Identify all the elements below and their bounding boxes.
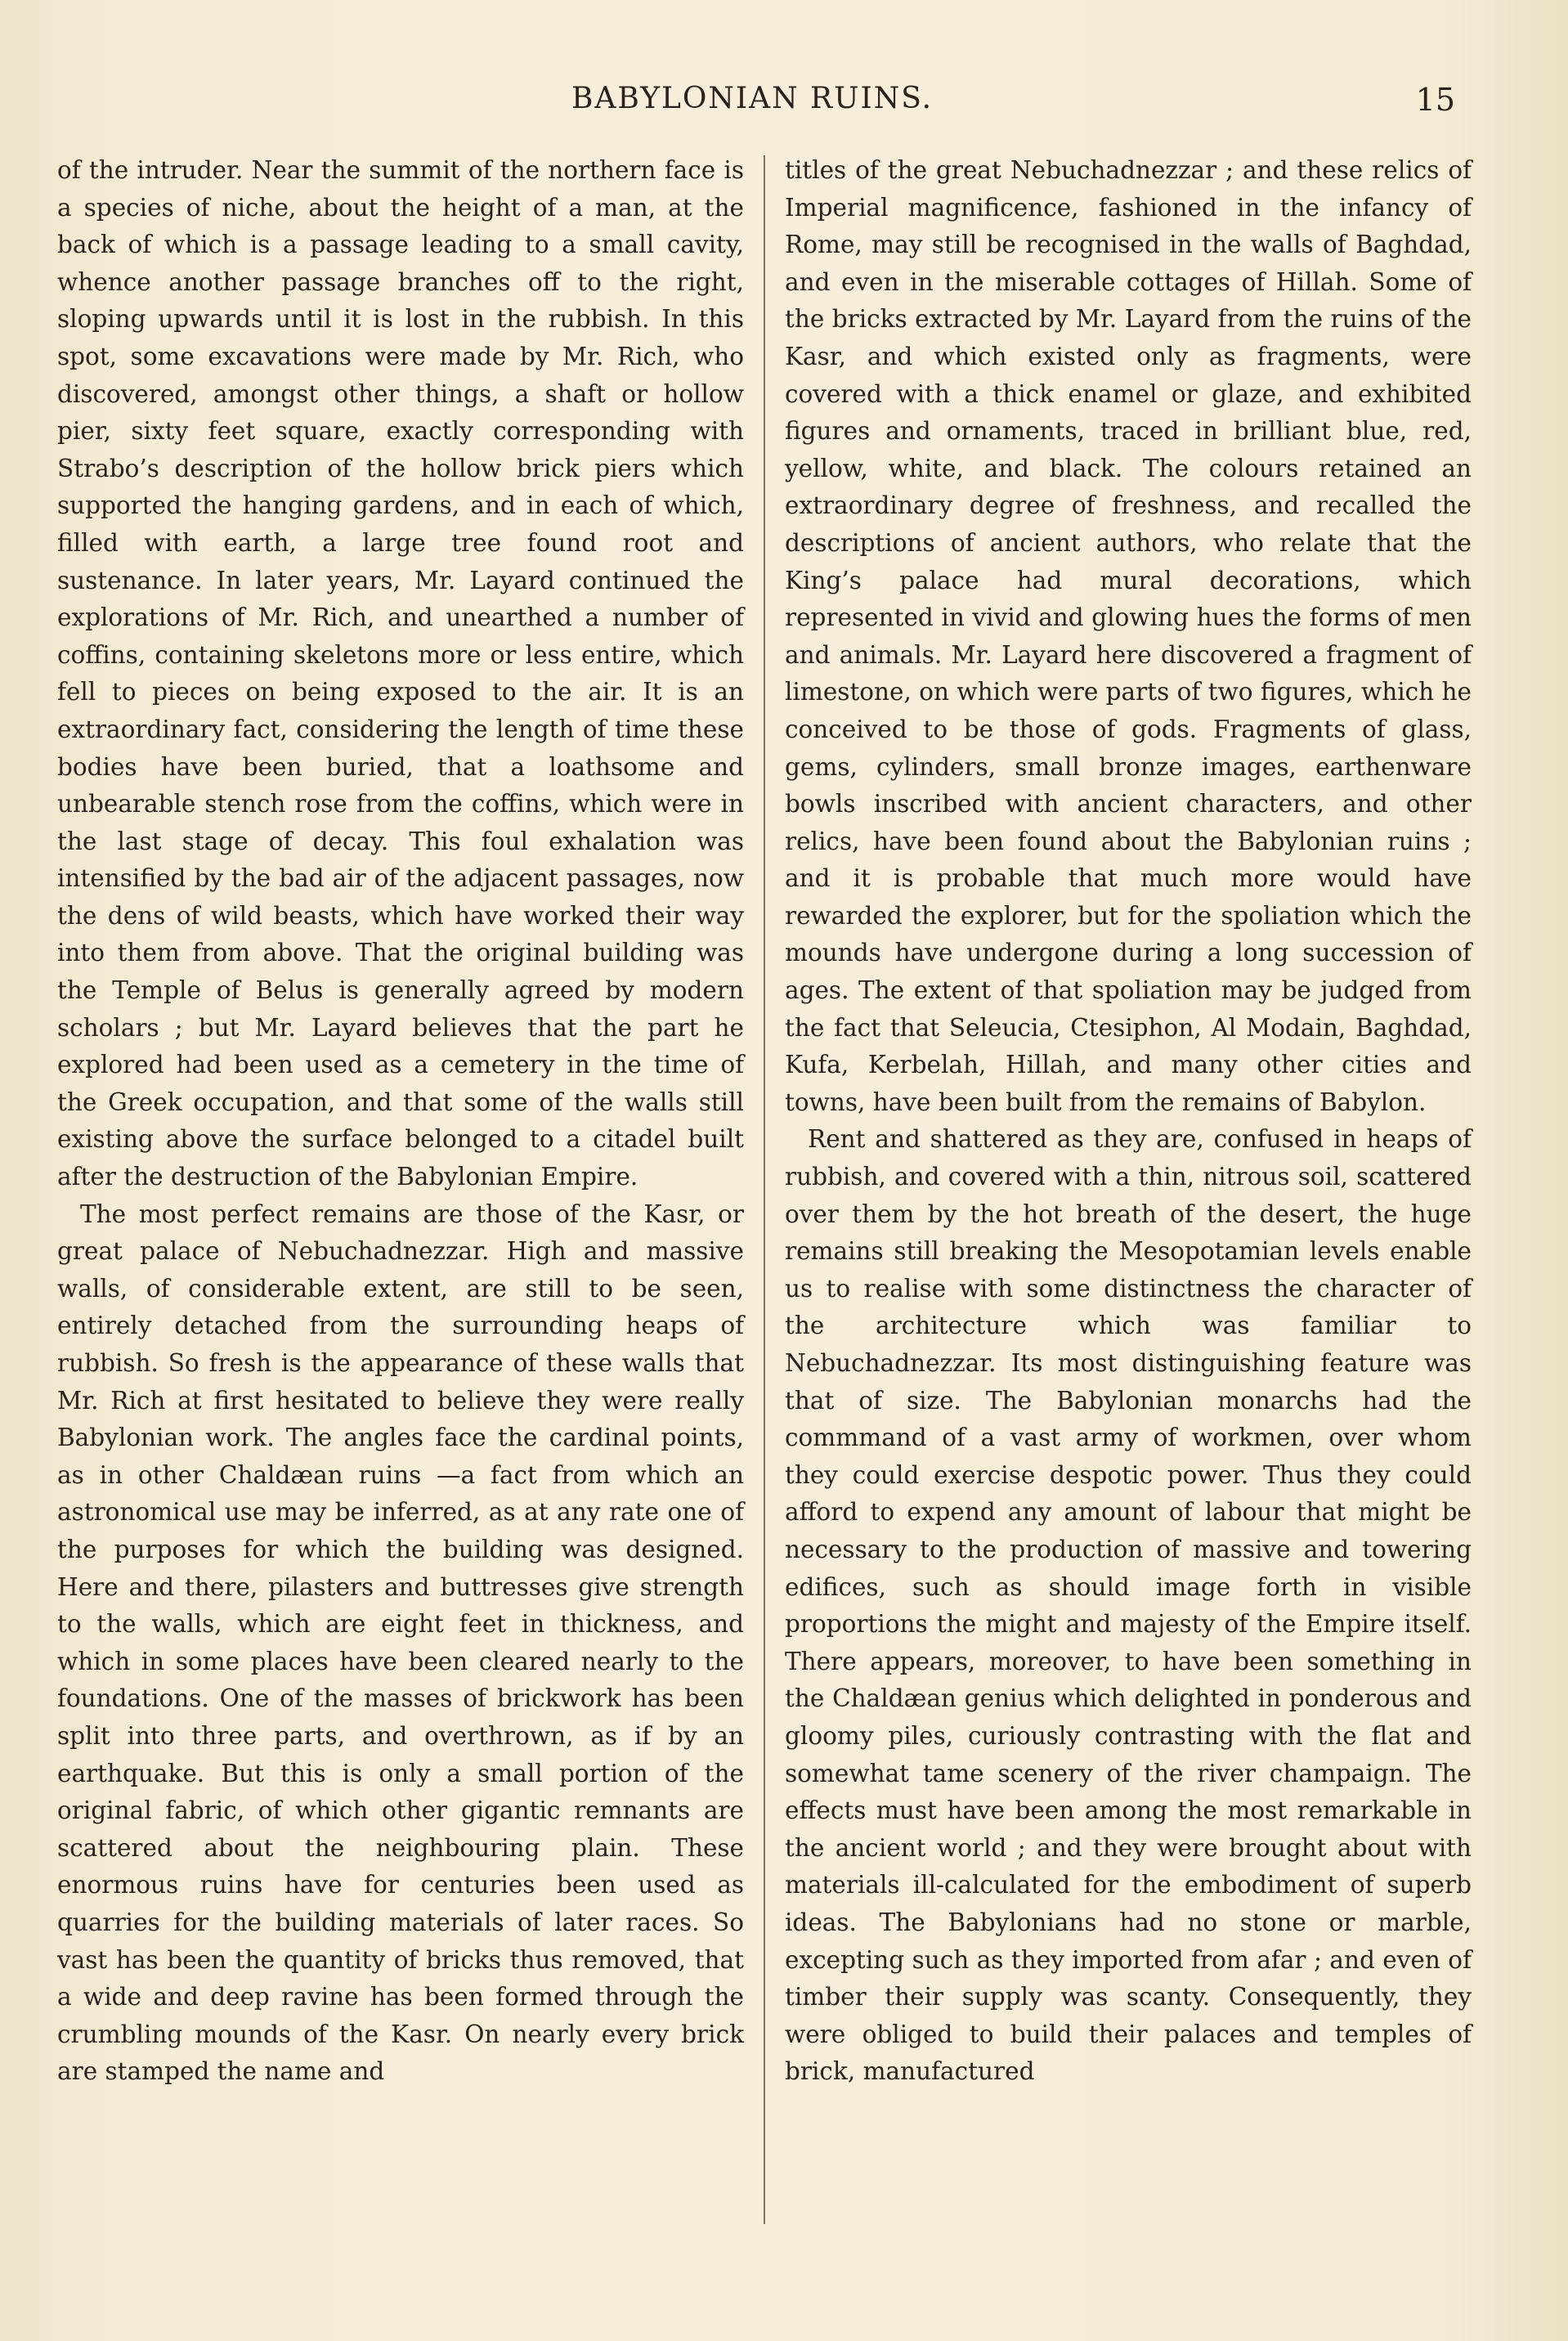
right-paragraph-1: titles of the great Nebuchadnezzar ; and these relics of Imperial magnificence, fashioned in the infancy of Rome, may still be recognised in the walls of Baghdad, and even in the miserable cottages of Hillah. Some of the bricks extracted by Mr. Layard from the ruins of the Kasr, and which existed only as fragments, were covered with a thick enamel or glaze, and exhibited figures and ornaments, traced in brilliant blue, red, yellow, white, and black. The colours retained an extraordinary degree of freshness, and recalled the descriptions of ancient authors, who relate that the King’s palace had mural decorations, which represented in vivid and glowing hues the forms of men and animals. Mr. Layard here discovered a fragment of limestone, on which were parts of two figures, which he conceived to be those of gods. Fragments of glass, gems, cylinders, small bronze images, earthenware bowls inscribed with ancient characters, and other relics, have been found about the Babylonian ruins ; and it is probable that much more would have rewarded the explorer, but for the spoliation which the mounds have undergone during a long succession of ages. The extent of that spoliation may be judged from the fact that Seleucia, Ctesiphon, Al Modain, Baghdad, Kufa, Kerbelah, Hillah, and many other cities and towns, have been built from the remains of Babylon. xyxy=(785,156,1472,1116)
page-number: 15 xyxy=(1415,82,1455,118)
page-header xyxy=(49,82,1455,131)
right-paragraph-2: Rent and shattered as they are, confused in heaps of rubbish, and covered with a thin, nitrous soil, scattered over them by the hot breath of the desert, the huge remains still breaking the Mesopotamian levels enable us to realise with some distinctness the character of the architecture which was familiar to Nebuchadnezzar. Its most distinguishing feature was that of size. The Babylonian monarchs had the commmand of a vast army of workmen, over whom they could exercise despotic power. Thus they could afford to expend any amount of labour that might be necessary to the production of massive and towering edifices, such as should image forth in visible proportions the might and majesty of the Empire itself. There appears, moreover, to have been something in the Chaldæan genius which delighted in ponderous and gloomy piles, curiously contrasting with the flat and somewhat tame scenery of the river champaign. The effects must have been among the most remarkable in the ancient world ; and they were brought about with materials ill-calculated for the embodiment of superb ideas. The Babylonians had no stone or marble, excepting such as they imported from afar ; and even of timber their supply was scanty. Consequently, they were obliged to build their palaces and temples of brick, manufactured xyxy=(785,1125,1472,2086)
running-title: BABYLONIAN RUINS. xyxy=(571,82,934,115)
right-column xyxy=(785,152,1472,2091)
left-column xyxy=(57,152,744,2091)
left-paragraph-2: The most perfect remains are those of the Kasr, or great palace of Nebuchadnezzar. High and massive walls, of considerable extent, are still to be seen, entirely detached from the surrounding heaps of rubbish. So fresh is the appearance of these walls that Mr. Rich at first hesitated to believe they were really Babylonian work. The angles face the cardinal points, as in other Chaldæan ruins —a fact from which an astronomical use may be inferred, as at any rate one of the purposes for which the building was designed. Here and there, pilasters and buttresses give strength to the walls, which are eight feet in thickness, and which in some places have been cleared nearly to the foundations. One of the masses of brickwork has been split into three parts, and overthrown, as if by an earthquake. But this is only a small portion of the original fabric, of which other gigantic remnants are scattered about the neighbouring plain. These enormous ruins have for centuries been used as quarries for the building materials of later races. So vast has been the quantity of bricks thus removed, that a wide and deep ravine has been formed through the crumbling mounds of the Kasr. On nearly every brick are stamped the name and xyxy=(57,1200,744,2086)
column-divider xyxy=(764,155,765,2224)
left-paragraph-1: of the intruder. Near the summit of the northern face is a species of niche, about the height of a man, at the back of which is a passage leading to a small cavity, whence another passage branches off to the right, sloping upwards until it is lost in the rubbish. In this spot, some excavations were made by Mr. Rich, who discovered, amongst other things, a shaft or hollow pier, sixty feet square, exactly corresponding with Strabo’s description of the hollow brick piers which supported the hanging gardens, and in each of which, filled with earth, a large tree found root and sustenance. In later years, Mr. Layard continued the explorations of Mr. Rich, and unearthed a number of coffins, containing skeletons more or less entire, which fell to pieces on being exposed to the air. It is an extraordinary fact, considering the length of time these bodies have been buried, that a loathsome and unbearable stench rose from the coffins, which were in the last stage of decay. This foul exhalation was intensified by the bad air of the adjacent passages, now the dens of wild beasts, which have worked their way into them from above. That the original building was the Temple of Belus is generally agreed by modern scholars ; but Mr. Layard believes that the part he explored had been used as a cemetery in the time of the Greek occupation, and that some of the walls still existing above the surface belonged to a citadel built after the destruction of the Babylonian Empire. xyxy=(57,156,744,1191)
